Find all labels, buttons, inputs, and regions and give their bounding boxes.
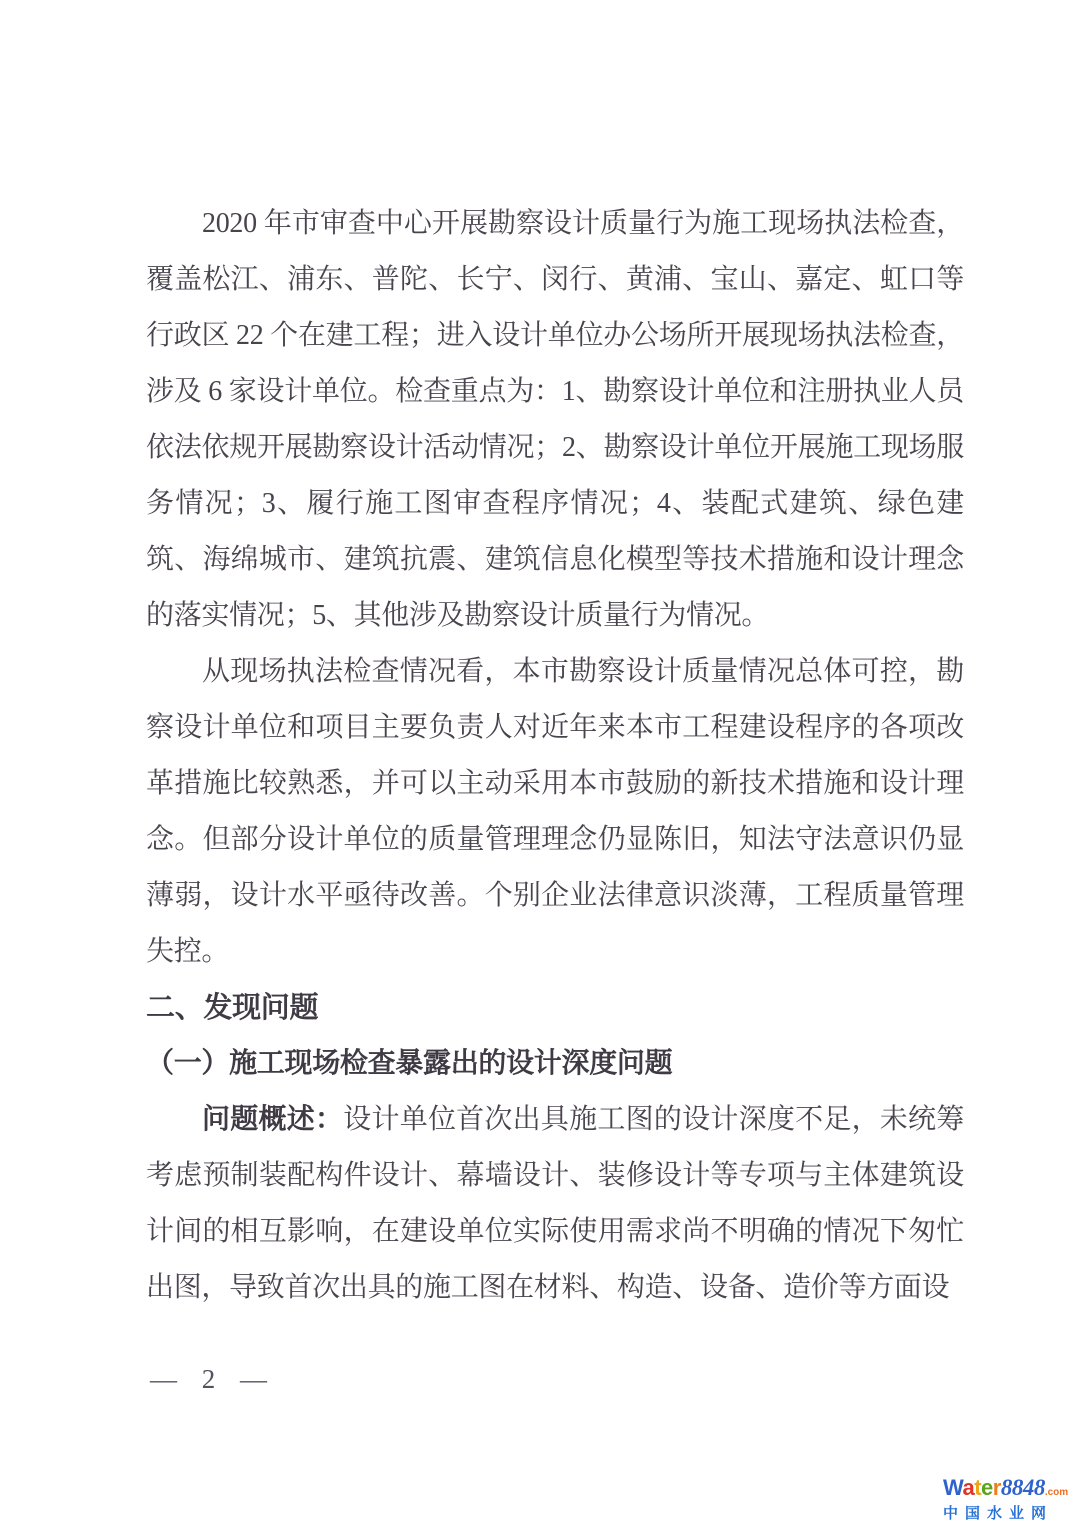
document-body: [146, 196, 964, 1316]
page-number: — 2 —: [150, 1364, 269, 1394]
paragraph-overall-assessment: 从现场执法检查情况看，本市勘察设计质量情况总体可控，勘察设计单位和项目主要负责人对近年来本市工程建设程序的各项改革措施比较熟悉，并可以主动采用本市鼓励的新技术措施和设计理念。但部分设计单位的质量管理理念仍显陈旧，知法守法意识仍显薄弱，设计水平亟待改善。个别企业法律意识淡薄，工程质量管理失控。: [146, 656, 964, 967]
water8848-subtitle: 中国水业网: [943, 1505, 1054, 1522]
water8848-wordmark: Water8848.com: [943, 1475, 1069, 1500]
section-heading: 二、发现问题: [146, 992, 319, 1024]
paragraph-inspection-overview: 2020 年市审查中心开展勘察设计质量行为施工现场执法检查，覆盖松江、浦东、普陀、长宁、闵行、黄浦、宝山、嘉定、虹口等行政区 22 个在建工程；进入设计单位办公场所开展现场执法检查，涉及 6 家设计单位。检查重点为：1、勘察设计单位和注册执业人员依法依规开展勘察设计活动情况；2、勘察设计单位开展施工现场服务情况；3、履行施工图审查程序情况；4、装配式建筑、绿色建筑、海绵城市、建筑抗震、建筑信息化模型等技术措施和设计理念的落实情况；5、其他涉及勘察设计质量行为情况。: [146, 208, 964, 631]
water8848-logo: [943, 1475, 1069, 1523]
problem-summary-lead: 问题概述：: [202, 1104, 344, 1135]
problem-summary-text: 设计单位首次出具施工图的设计深度不足，未统筹考虑预制装配构件设计、幕墙设计、装修设计等专项与主体建筑设计间的相互影响，在建设单位实际使用需求尚不明确的情况下匆忙出图，导致首次出具的施工图在材料、构造、设备、造价等方面设: [146, 1104, 964, 1303]
paragraph-problem-summary: [146, 1092, 964, 1316]
subsection-heading: （一）施工现场检查暴露出的设计深度问题: [146, 1048, 673, 1079]
